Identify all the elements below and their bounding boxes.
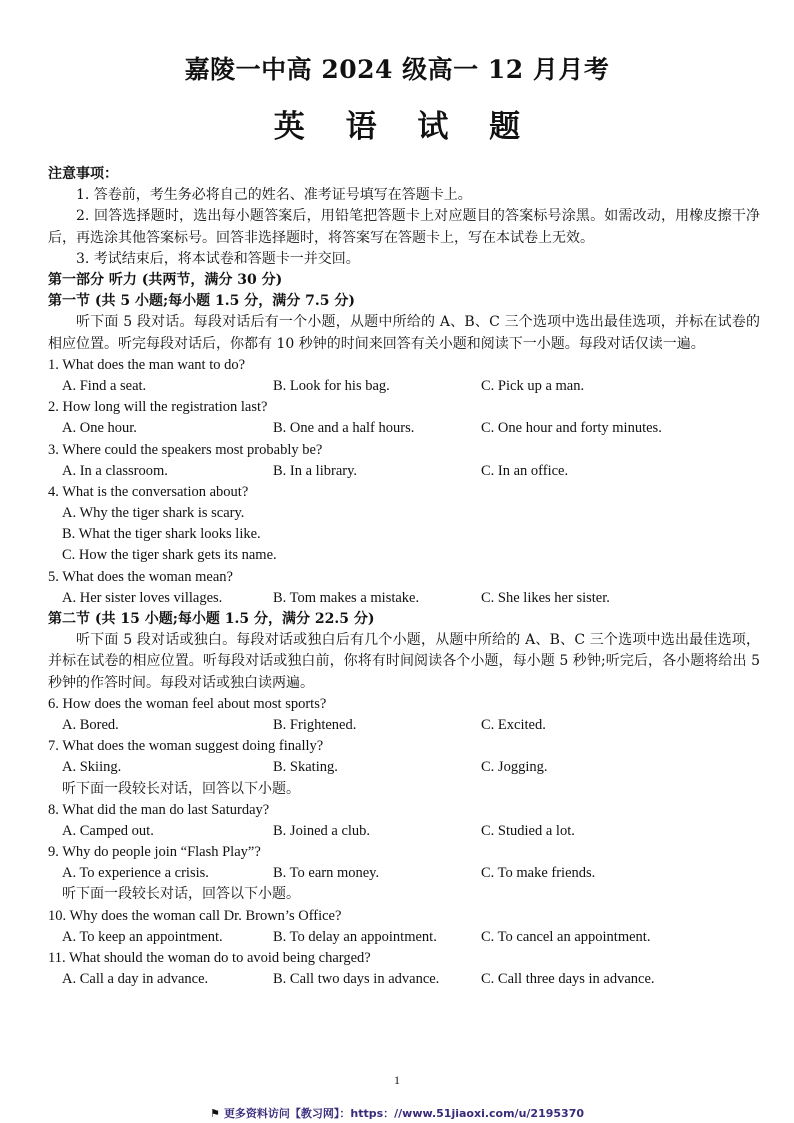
section2-instructions: 听下面 5 段对话或独白。每段对话或独白后有几个小题，从题中所给的 A、B、C 三个选项中选出最佳选项，并标在试卷的相应位置。听每段对话或独白前，你将有时间阅读各个小题，每小题 5 秒钟;听完后，各小题将给出 5 秒钟的作答时间。每段对话或独白读两遍。 bbox=[48, 632, 760, 691]
question-6-option-b: B. Frightened. bbox=[273, 716, 357, 733]
section2-heading: 第二节 (共 15 小题;每小题 1.5 分，满分 22.5 分) bbox=[48, 611, 375, 627]
question-1-option-a: A. Find a seat. bbox=[62, 377, 147, 394]
question-11-option-b: B. Call two days in advance. bbox=[273, 971, 440, 988]
question-3-option-a: A. In a classroom. bbox=[62, 462, 168, 479]
question-6-option-a: A. Bored. bbox=[62, 716, 119, 733]
question-11-stem: 11. What should the woman do to avoid being charged? bbox=[48, 950, 371, 967]
question-7-option-b: B. Skating. bbox=[273, 759, 338, 776]
question-7-option-c: C. Jogging. bbox=[481, 759, 548, 776]
note-item-1: 1. 答卷前，考生务必将自己的姓名、准考证号填写在答题卡上。 bbox=[76, 187, 472, 204]
question-4-stem: 4. What is the conversation about? bbox=[48, 483, 249, 500]
question-11-options bbox=[48, 969, 760, 990]
question-10-option-b: B. To delay an appointment. bbox=[273, 928, 437, 945]
question-3-option-b: B. In a library. bbox=[273, 462, 358, 479]
exam-content bbox=[48, 164, 760, 990]
question-7-stem: 7. What does the woman suggest doing finally? bbox=[48, 738, 324, 755]
note-item-2: 2. 回答选择题时，选出每小题答案后，用铅笔把答题卡上对应题目的答案标号涂黑。如需改动，用橡皮擦干净后，再选涂其他答案标号。回答非选择题时，将答案写在答题卡上，写在本试卷上无效。 bbox=[48, 208, 760, 246]
question-5-stem: 5. What does the woman mean? bbox=[48, 568, 233, 585]
exam-subtitle: 英 语 试 题 bbox=[273, 109, 536, 145]
question-8-option-a: A. Camped out. bbox=[62, 822, 154, 839]
question-10-options bbox=[48, 927, 760, 948]
part1-heading: 第一部分 听力 (共两节，满分 30 分) bbox=[48, 271, 283, 288]
question-7-options bbox=[48, 757, 760, 778]
page-number: 1 bbox=[394, 1073, 400, 1087]
question-8-option-c: C. Studied a lot. bbox=[481, 822, 575, 839]
question-1-option-c: C. Pick up a man. bbox=[481, 377, 585, 394]
notes-heading: 注意事项： bbox=[48, 166, 118, 182]
question-2-option-c: C. One hour and forty minutes. bbox=[481, 420, 662, 437]
question-9-option-b: B. To earn money. bbox=[273, 865, 380, 882]
question-7-option-a: A. Skiing. bbox=[62, 759, 122, 776]
question-1-stem: 1. What does the man want to do? bbox=[48, 356, 246, 373]
question-11-option-c: C. Call three days in advance. bbox=[481, 971, 655, 988]
question-3-stem: 3. Where could the speakers most probably be? bbox=[48, 441, 323, 458]
question-3-options bbox=[48, 461, 760, 482]
long-dialog-note-1: 听下面一段较长对话，回答以下小题。 bbox=[62, 780, 300, 797]
question-9-stem: 9. Why do people join “Flash Play”? bbox=[48, 844, 261, 861]
question-4-option-c: C. How the tiger shark gets its name. bbox=[62, 547, 277, 564]
question-2-option-a: A. One hour. bbox=[62, 420, 137, 437]
question-4-option-b: B. What the tiger shark looks like. bbox=[62, 526, 261, 543]
question-8-option-b: B. Joined a club. bbox=[273, 822, 371, 839]
question-5-option-a: A. Her sister loves villages. bbox=[62, 589, 223, 606]
section1-heading: 第一节 (共 5 小题;每小题 1.5 分，满分 7.5 分) bbox=[48, 293, 355, 310]
question-2-option-b: B. One and a half hours. bbox=[273, 420, 415, 437]
footer-text[interactable]: 更多资料访问【教习网】：https：//www.51jiaoxi.com/u/2195370 bbox=[223, 1107, 584, 1120]
question-4-option-a: A. Why the tiger shark is scary. bbox=[62, 505, 245, 522]
question-1-options bbox=[48, 376, 760, 397]
question-2-options bbox=[48, 418, 760, 439]
question-10-option-c: C. To cancel an appointment. bbox=[481, 928, 651, 945]
question-6-options bbox=[48, 715, 760, 736]
section1-instructions: 听下面 5 段对话。每段对话后有一个小题，从题中所给的 A、B、C 三个选项中选出最佳选项，并标在试卷的相应位置。听完每段对话后，你都有 10 秒钟的时间来回答有关小题和阅读下一小题。每段对话仅读一遍。 bbox=[48, 314, 760, 352]
note-item-3: 3. 考试结束后，将本试卷和答题卡一并交回。 bbox=[76, 250, 360, 267]
question-10-option-a: A. To keep an appointment. bbox=[62, 928, 223, 945]
footer-link[interactable] bbox=[0, 1105, 794, 1121]
question-5-options bbox=[48, 588, 760, 609]
question-9-option-c: C. To make friends. bbox=[481, 865, 596, 882]
question-1-option-b: B. Look for his bag. bbox=[273, 377, 390, 394]
question-5-option-b: B. Tom makes a mistake. bbox=[273, 589, 420, 606]
question-8-stem: 8. What did the man do last Saturday? bbox=[48, 801, 270, 818]
question-9-option-a: A. To experience a crisis. bbox=[62, 865, 209, 882]
exam-title: 嘉陵一中高 2024 级高一 12 月月考 bbox=[184, 55, 610, 84]
question-3-option-c: C. In an office. bbox=[481, 462, 569, 479]
question-8-options bbox=[48, 821, 760, 842]
question-2-stem: 2. How long will the registration last? bbox=[48, 399, 268, 416]
question-11-option-a: A. Call a day in advance. bbox=[62, 971, 209, 988]
flag-icon: ⚑ bbox=[210, 1107, 220, 1120]
question-6-stem: 6. How does the woman feel about most sports? bbox=[48, 695, 327, 712]
long-dialog-note-2: 听下面一段较长对话，回答以下小题。 bbox=[62, 886, 300, 903]
question-10-stem: 10. Why does the woman call Dr. Brown’s Office? bbox=[48, 907, 342, 924]
question-6-option-c: C. Excited. bbox=[481, 716, 546, 733]
question-5-option-c: C. She likes her sister. bbox=[481, 589, 610, 606]
question-9-options bbox=[48, 863, 760, 884]
